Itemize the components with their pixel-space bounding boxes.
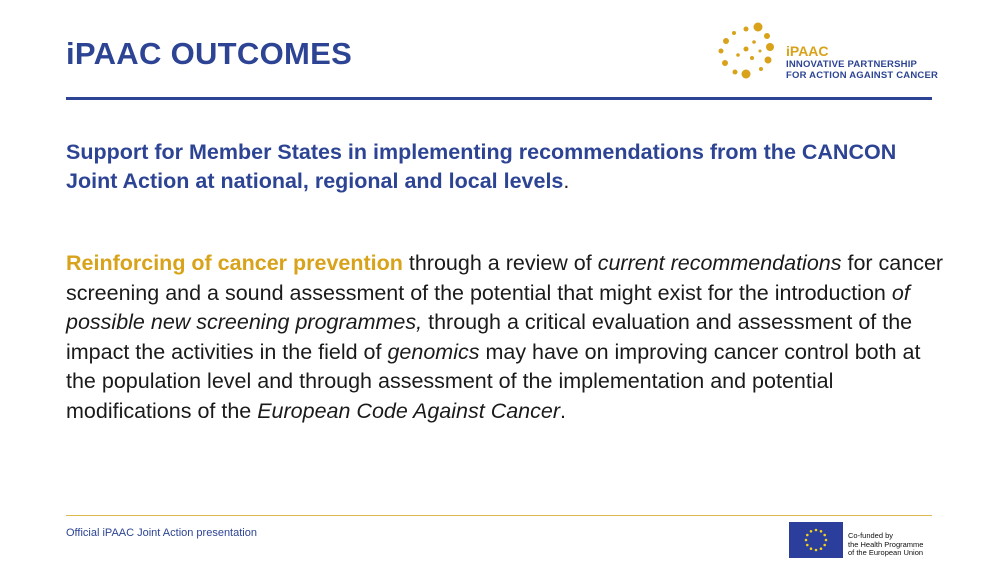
body-text-1: through a review of [402,251,598,275]
logo-line-1: INNOVATIVE PARTNERSHIP [786,59,918,70]
header-divider [66,97,932,100]
body-italic-1: current recommendations [597,251,842,275]
logo-name: iPAAC [786,43,829,59]
body-text-3: through a critical evaluation and assessment of the impact the activities in the field of [66,310,913,364]
body-text-5: . [560,398,566,423]
body-italic-3: genomics [387,339,480,364]
eu-flag-icon [789,522,843,558]
body-text-4: may have on improving cancer control both at the population level and through assessment of the implementation and potential modifications of the [66,339,921,423]
footer-text: Official iPAAC Joint Action presentation [66,527,257,539]
lead-end: . [563,169,570,193]
footer-divider [66,515,932,516]
body-highlight: Reinforcing of cancer prevention [66,251,403,275]
body-italic-2: of possible new screening programmes, [66,280,910,334]
logo-text [786,44,938,81]
logo-line-2: FOR ACTION AGAINST CANCER [786,70,939,81]
lead-text: Support for Member States in implementing recommendations from the CANCON Joint Action at national, regional and local levels [66,140,897,193]
body-text-2: for cancer screening and a sound assessment of the potential that might exist for the introduction [66,251,944,305]
body-paragraph [66,249,946,426]
eu-line-3: of the European Union [848,548,924,557]
eu-line-2: the Health Programme [848,539,924,549]
body-italic-4: European Code Against Cancer [257,398,561,423]
page-title: iPAAC OUTCOMES [66,36,353,71]
lead-paragraph [66,138,946,196]
eu-cofunding-text [848,532,923,558]
eu-line-1: Co-funded by [848,531,894,540]
